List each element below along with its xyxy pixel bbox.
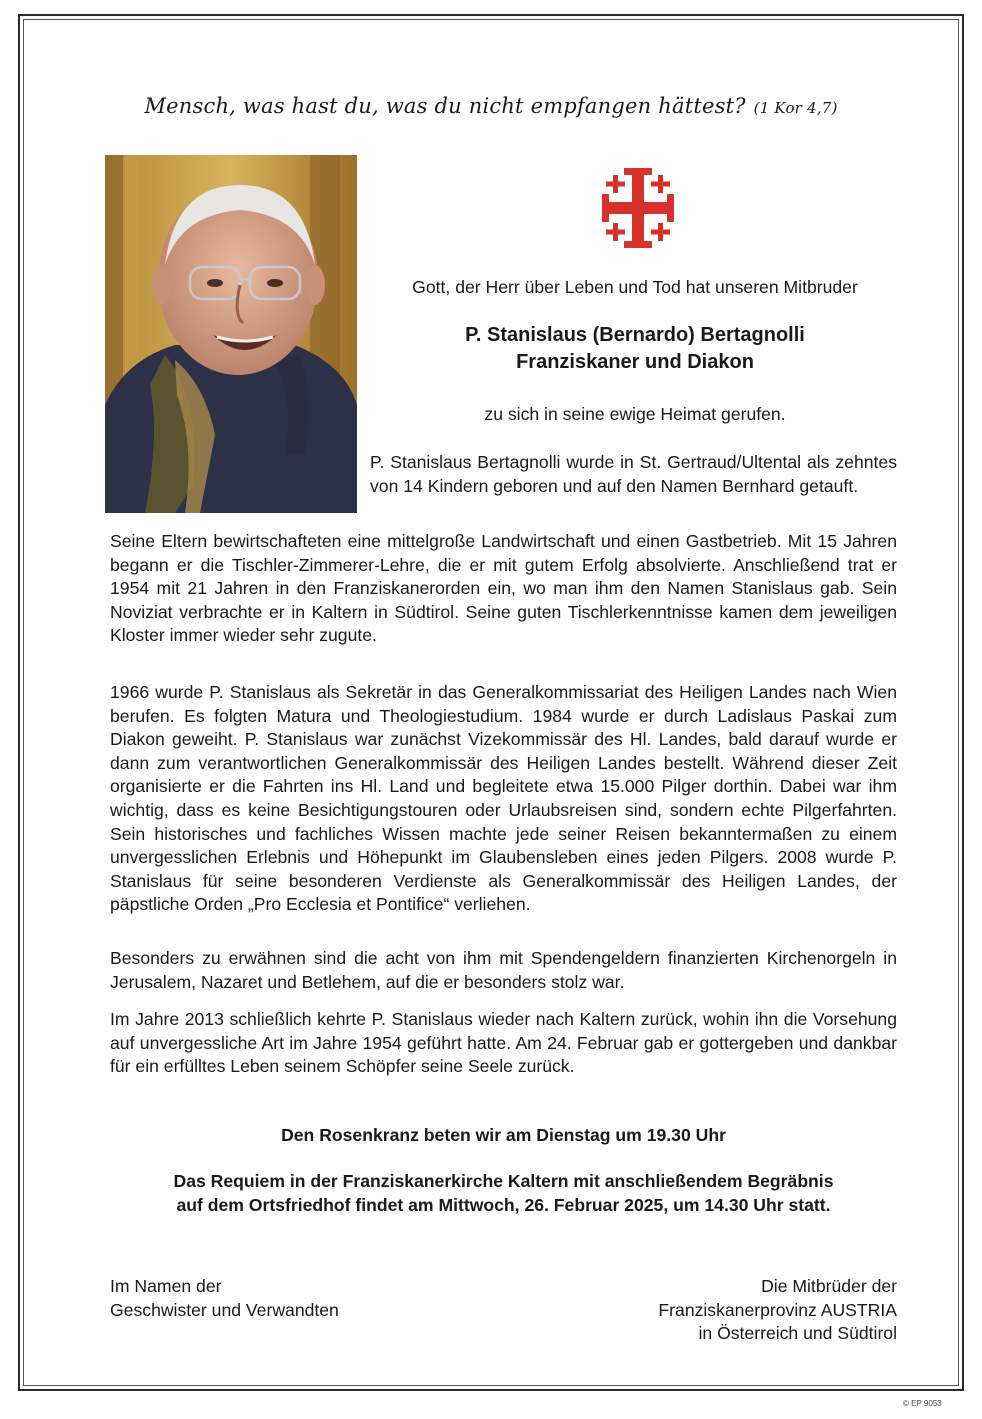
name-line-2: Franziskaner und Diakon [516,351,754,373]
paragraph-organs: Besonders zu erwähnen sind die acht von ihm mit Spendengeldern finanzierten Kirchenorgeln in Jerusalem, Nazaret und Betlehem, auf die er besonders stolz war. [110,948,897,992]
footer-code: © EP 9053 [903,1399,942,1408]
signature-family-line-1: Im Namen der [110,1276,222,1296]
signature-order-line-1: Die Mitbrüder der [761,1276,897,1296]
requiem-announcement [110,1170,897,1217]
portrait-photo [105,155,357,513]
paragraph-return: Im Jahre 2013 schließlich kehrte P. Stanislaus wieder nach Kaltern zurück, wohin ihn die Vorsehung auf unvergessliche Art im Jahre 1954 geführt hatte. Am 24. Februar gab er gottergeben und dankbar für ein erfülltes Leben seinem Schöpfer seine Seele zurück. [110,1009,897,1077]
motto-reference: (1 Kor 4,7) [753,99,838,117]
signature-family [110,1275,490,1322]
requiem-line-1: Das Requiem in der Franziskanerkirche Kaltern mit anschließendem Begräbnis [173,1171,834,1191]
paragraph-youth: Seine Eltern bewirtschafteten eine mittelgroße Landwirtschaft und einen Gastbetrieb. Mit 15 Jahren begann er die Tischler-Zimmerer-Lehre, die er mit gutem Erfolg absolvierte. Anschließend trat er 1954 mit 21 Jahren in den Franziskanerorden ein, wo man ihm den Namen Stanislaus gab. Sein Noviziat verbrachte er in Kaltern in Südtirol. Seine guten Tischlerkenntnisse kamen dem jeweiligen Kloster immer wieder sehr zugute. [110,531,897,646]
jerusalem-cross-icon [600,166,676,250]
portrait-illustration [105,155,357,513]
requiem-line-2: auf dem Ortsfriedhof findet am Mittwoch, 26. Februar 2025, um 14.30 Uhr statt. [176,1194,831,1215]
signature-order [500,1275,897,1346]
motto-text: Mensch, was hast du, was du nicht empfangen hättest? [144,94,746,118]
paragraph-holy-land: 1966 wurde P. Stanislaus als Sekretär in das Generalkommissariat des Heiligen Landes nach Wien berufen. Es folgten Matura und Theologiestudium. 1984 wurde er durch Ladislaus Paskai zum Diakon geweiht. P. Stanislaus war zunächst Vizekommissär des Hl. Landes, bald darauf wurde er dann zum verantwortlichen Generalkommissär des Heiligen Landes bestellt. Während dieser Zeit organisierte er die Fahrten ins Hl. Land und begleitete etwa 15.000 Pilger dorthin. Dabei war ihm wichtig, dass es keine Besichtigungstouren oder Urlaubsreisen sind, sondern echte Pilgerfahrten. Sein historisches und fachliches Wissen machte jede seiner Reisen bekanntermaßen zu einem unvergesslichen Erlebnis und Höhepunkt im Glaubensleben eines jeden Pilgers. 2008 wurde P. Stanislaus für seine besonderen Verdienste als Generalkommissär des Heiligen Landes, der päpstliche Orden „Pro Ecclesia et Pontifice“ verliehen. [110,682,897,915]
paragraph-birth: P. Stanislaus Bertagnolli wurde in St. Gertraud/Ultental als zehntes von 14 Kindern geboren und auf den Namen Bernhard getauft. [370,452,897,496]
signature-order-line-2: Franziskanerprovinz AUSTRIA [658,1299,897,1320]
name-line-1: P. Stanislaus (Bernardo) Bertagnolli [465,324,805,346]
motto [0,94,982,118]
rosary-announcement: Den Rosenkranz beten wir am Dienstag um 19.30 Uhr [281,1125,726,1145]
deceased-name [370,322,900,376]
intro-line: Gott, der Herr über Leben und Tod hat unseren Mitbruder [412,277,858,297]
signature-family-line-2: Geschwister und Verwandten [110,1299,339,1320]
signature-order-line-3: in Österreich und Südtirol [698,1323,897,1344]
called-home-line: zu sich in seine ewige Heimat gerufen. [484,404,786,424]
